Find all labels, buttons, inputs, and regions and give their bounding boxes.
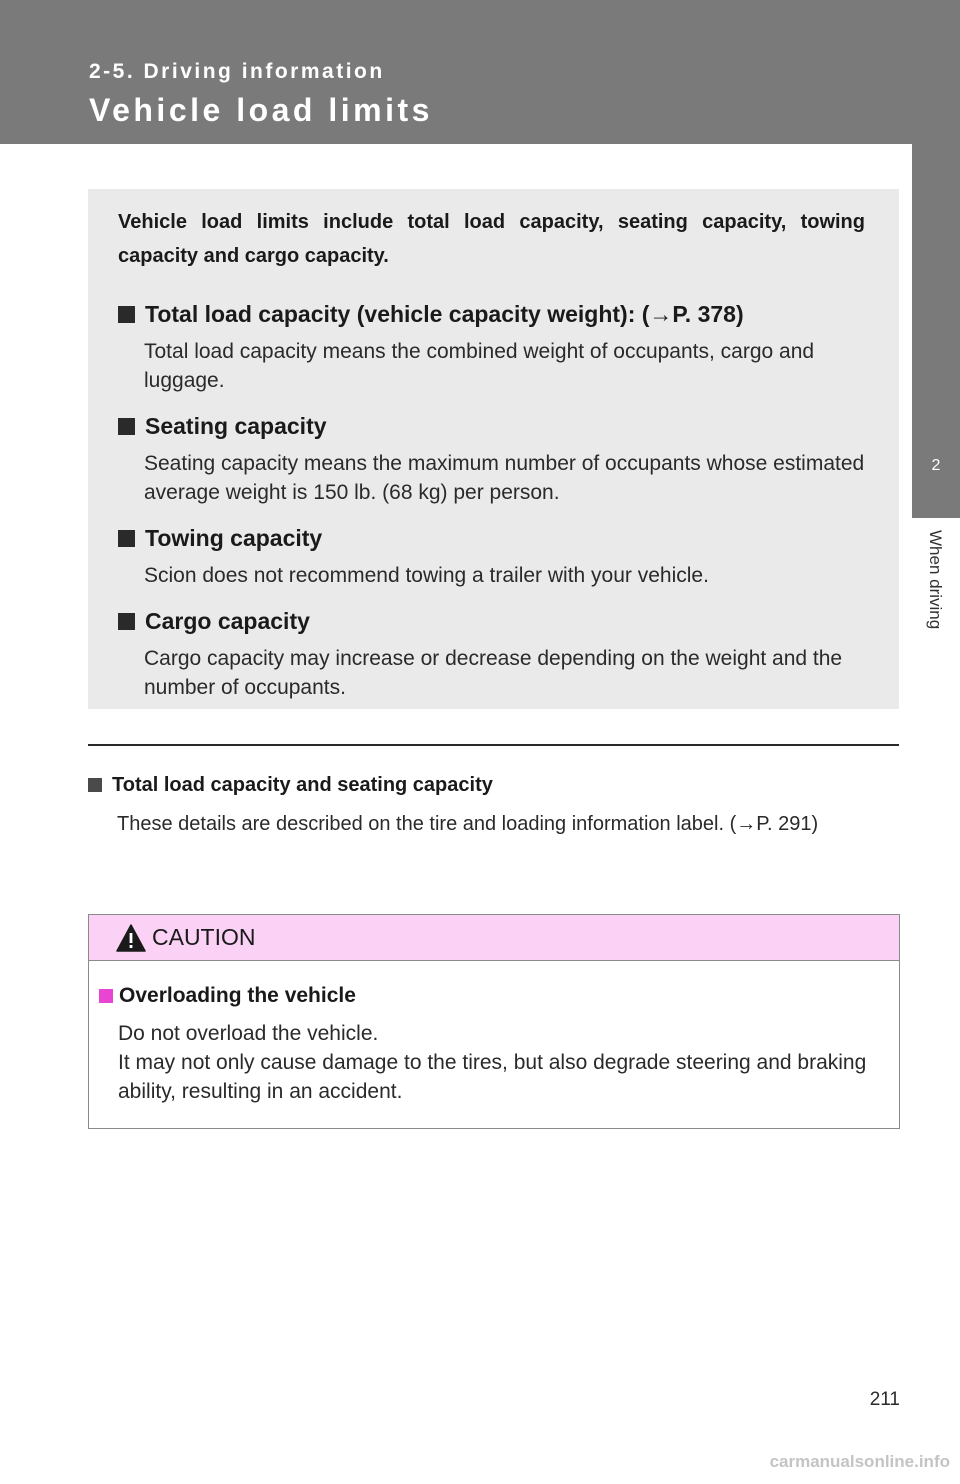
- square-bullet-icon: [88, 778, 102, 792]
- warning-triangle-icon: [116, 924, 146, 952]
- caution-header: [89, 915, 899, 961]
- square-bullet-icon: [118, 418, 135, 435]
- page-header: [0, 0, 960, 144]
- square-bullet-icon: [99, 989, 113, 1003]
- note-text: These details are described on the tire and loading information label. (→P. 291): [117, 813, 819, 835]
- caution-label: CAUTION: [152, 924, 256, 950]
- caution-body: [89, 961, 899, 1106]
- summary-item-heading: Seating capacity: [145, 413, 327, 439]
- summary-box: [88, 189, 899, 709]
- section-divider: [88, 744, 899, 746]
- caution-line: Do not overload the vehicle.: [118, 1022, 379, 1045]
- section-label: 2-5. Driving information: [89, 60, 385, 83]
- summary-item-text: Cargo capacity may increase or decrease depending on the weight and the number of occupants.: [144, 647, 843, 699]
- caution-line: It may not only cause damage to the tires, but also degrade steering and braking ability, resulting in an accident.: [118, 1051, 867, 1103]
- summary-item-seating: [118, 409, 865, 507]
- page-title: Vehicle load limits: [89, 92, 433, 128]
- summary-item-total-load: [118, 297, 865, 395]
- summary-item-heading: Cargo capacity: [145, 608, 310, 634]
- summary-item-towing: [118, 521, 865, 590]
- summary-item-text: Total load capacity means the combined weight of occupants, cargo and luggage.: [144, 340, 815, 392]
- chapter-tab-label: When driving: [926, 530, 945, 630]
- summary-item-cargo: [118, 604, 865, 702]
- summary-intro: Vehicle load limits include total load capacity, seating capacity, towing capacity and cargo capacity.: [118, 211, 865, 267]
- summary-item-text: Scion does not recommend towing a trailer with your vehicle.: [144, 564, 709, 587]
- chapter-tab-top: [912, 144, 960, 414]
- square-bullet-icon: [118, 613, 135, 630]
- chapter-tab-number[interactable]: 2: [912, 414, 960, 518]
- note-block: [88, 770, 900, 840]
- watermark: carmanualsonline.info: [769, 1452, 950, 1471]
- caution-heading: Overloading the vehicle: [119, 984, 356, 1007]
- square-bullet-icon: [118, 530, 135, 547]
- summary-item-text: Seating capacity means the maximum number of occupants whose estimated average weight is 150 lb. (68 kg) per person.: [144, 452, 865, 504]
- page-number: 211: [869, 1389, 900, 1410]
- square-bullet-icon: [118, 306, 135, 323]
- note-heading: Total load capacity and seating capacity: [112, 774, 493, 796]
- summary-item-heading: Total load capacity (vehicle capacity weight): (→P. 378): [145, 301, 744, 327]
- summary-item-heading: Towing capacity: [145, 525, 323, 551]
- caution-box: [88, 914, 900, 1129]
